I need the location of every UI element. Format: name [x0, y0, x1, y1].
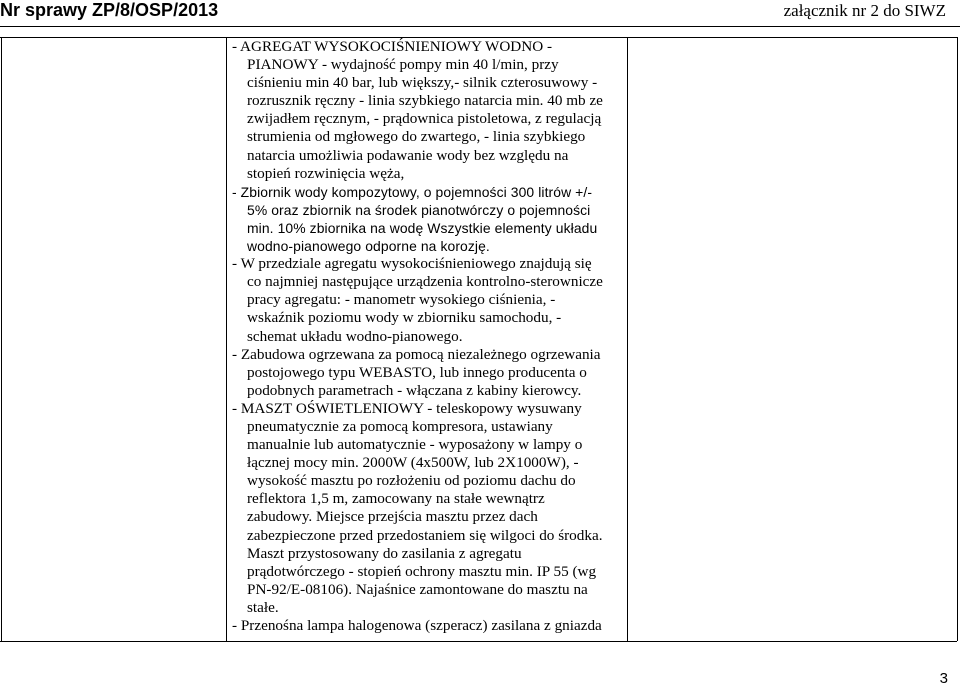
entry-line: wodno-pianowego odporne na korozję.	[247, 238, 490, 255]
entry-line: 5% oraz zbiornik na środek pianotwórczy o pojemności	[247, 201, 591, 218]
specification-cell	[232, 38, 624, 635]
entry-line: schemat układu wodno-pianowego.	[247, 327, 463, 345]
entry-line: zwijadłem ręcznym, - prądownica pistoletowa, z regulacją	[247, 110, 602, 128]
entry-line: Maszt przystosowany do zasilania z agregatu	[247, 544, 522, 562]
entry-line: - W przedziale agregatu wysokociśnieniowego znajdują się	[232, 255, 592, 273]
entry-water-tank	[232, 183, 624, 255]
entry-line: postojowego typu WEBASTO, lub innego producenta o	[247, 363, 587, 381]
attachment-label: załącznik nr 2 do SIWZ	[783, 1, 946, 20]
entry-line: zabudowy. Miejsce przejścia masztu przez dach	[247, 508, 538, 526]
table-border-right	[957, 37, 958, 641]
entry-line: PIANOWY - wydajność pompy min 40 l/min, przy	[247, 56, 559, 74]
header-divider	[0, 26, 960, 27]
entry-line: min. 10% zbiornika na wodę Wszystkie elementy układu	[247, 219, 598, 236]
entry-heating	[232, 346, 624, 400]
document-reference: Nr sprawy ZP/8/OSP/2013	[0, 0, 219, 20]
entry-line: pneumatycznie za pomocą kompresora, ustawiany	[247, 417, 553, 435]
entry-line: stopień rozwinięcia węża,	[247, 164, 405, 182]
entry-line: co najmniej następujące urządzenia kontrolno-sterownicze	[247, 273, 603, 291]
entry-line: - Zabudowa ogrzewana za pomocą niezależnego ogrzewania	[232, 345, 601, 363]
entry-line: manualnie lub automatycznie - wyposażony w lampy o	[247, 436, 583, 454]
entry-light-mast	[232, 400, 624, 617]
table-column-divider-2	[627, 37, 628, 641]
entry-line: - AGREGAT WYSOKOCIŚNIENIOWY WODNO -	[232, 38, 553, 55]
entry-line: - Zbiornik wody kompozytowy, o pojemności 300 litrów +/-	[232, 183, 593, 200]
entry-line: wysokość masztu po rozłożeniu od poziomu dachu do	[247, 472, 576, 490]
entry-line: zabezpieczone przed przedostaniem się wilgoci do środka.	[247, 526, 603, 544]
table-border-left	[1, 37, 2, 641]
entry-halogen-lamp	[232, 617, 624, 635]
entry-line: natarcia umożliwia podawanie wody bez względu na	[247, 146, 569, 164]
entry-high-pressure-unit	[232, 38, 624, 183]
entry-line: strumienia od mgłowego do zwartego, - linia szybkiego	[247, 128, 586, 146]
entry-line: pracy agregatu: - manometr wysokiego ciśnienia, -	[247, 291, 556, 309]
entry-line: reflektora 1,5 m, zamocowany na stałe wewnątrz	[247, 490, 545, 508]
entry-line: stałe.	[247, 598, 279, 616]
entry-line: rozrusznik ręczny - linia szybkiego natarcia min. 40 mb ze	[247, 92, 603, 110]
entry-line: łącznej mocy min. 2000W (4x500W, lub 2X1000W), -	[247, 454, 579, 472]
table-column-divider-1	[226, 37, 227, 641]
page-number: 3	[939, 670, 948, 687]
entry-line: ciśnieniu min 40 bar, lub większy,- silnik czterosuwowy -	[247, 74, 598, 92]
entry-line: PN-92/E-08106). Najaśnice zamontowane do masztu na	[247, 580, 588, 598]
entry-line: prądotwórczego - stopień ochrony masztu min. IP 55 (wg	[247, 562, 597, 580]
entry-control-devices	[232, 255, 624, 345]
entry-line: podobnych parametrach - włączana z kabiny kierowcy.	[247, 381, 582, 399]
entry-line: wskaźnik poziomu wody w zbiorniku samochodu, -	[247, 309, 562, 327]
entry-line: - MASZT OŚWIETLENIOWY - teleskopowy wysuwany	[232, 399, 582, 417]
entry-line: - Przenośna lampa halogenowa (szperacz) zasilana z gniazda	[232, 617, 602, 634]
